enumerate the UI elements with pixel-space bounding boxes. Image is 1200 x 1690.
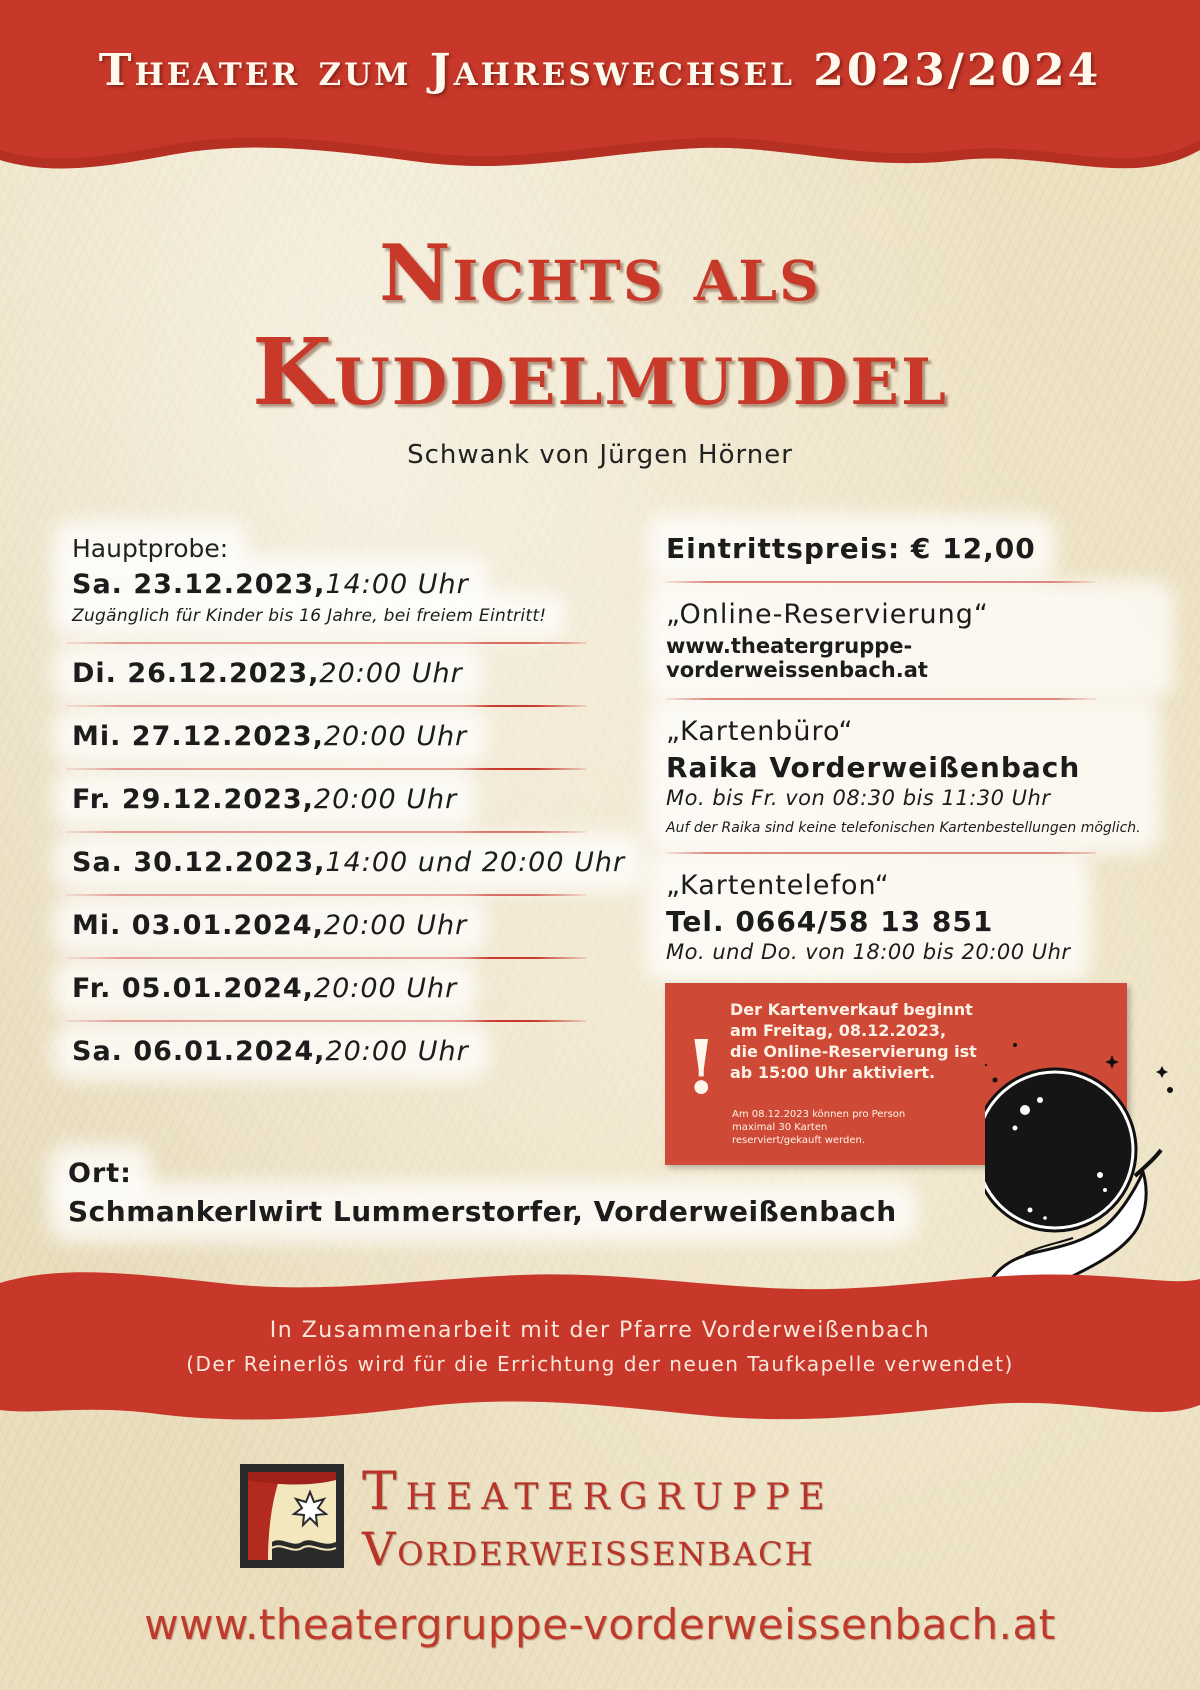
- date-line: [66, 973, 463, 1004]
- date-row: [60, 959, 595, 1004]
- notice-small-line: maximal 30 Karten: [732, 1122, 828, 1133]
- date-day: Fr. 05.01.2024,: [72, 973, 314, 1004]
- price-block: [660, 528, 1042, 569]
- date-time: 20:00 Uhr: [313, 973, 458, 1004]
- date-row: [60, 833, 626, 878]
- date-time: 20:00 Uhr: [323, 910, 468, 941]
- notice-small-line: reserviert/gekauft werden.: [732, 1135, 866, 1146]
- show-subtitle: Schwank von Jürgen Hörner: [407, 440, 793, 470]
- online-label: „Online-Reservierung“: [666, 599, 989, 630]
- date-day: Sa. 30.12.2023,: [72, 847, 326, 878]
- logo-line2: Vorderweissenbach: [362, 1522, 815, 1576]
- divider: [666, 852, 1096, 854]
- date-day: Di. 26.12.2023,: [72, 658, 320, 689]
- price: Eintrittspreis: € 12,00: [666, 532, 1036, 565]
- date-line: [66, 910, 473, 941]
- date-line: [66, 784, 463, 815]
- phone-block: [660, 866, 1077, 968]
- date-day: Mi. 03.01.2024,: [72, 910, 324, 941]
- footer-url[interactable]: www.theatergruppe-vorderweissenbach.at: [144, 1600, 1056, 1649]
- date-time: 20:00 Uhr: [325, 1036, 469, 1067]
- cooperation-line1: In Zusammenarbeit mit der Pfarre Vorderweißenbach: [269, 1318, 931, 1343]
- phone-number: Tel. 0664/58 13 851: [666, 905, 994, 938]
- date-row: [60, 896, 595, 941]
- date-row: [60, 644, 595, 689]
- date-row: [60, 707, 595, 752]
- ticket-info: [660, 528, 1160, 968]
- cooperation-banner: [0, 1265, 1200, 1425]
- crystal-ball-icon: [985, 1040, 1185, 1300]
- office-name: Raika Vorderweißenbach: [666, 751, 1081, 784]
- hauptprobe-note: Zugänglich für Kinder bis 16 Jahre, bei freiem Eintritt!: [66, 606, 552, 626]
- logo-line1: Theatergruppe: [362, 1462, 834, 1522]
- date-line: [66, 847, 631, 878]
- online-url: www.theatergruppe-vorderweissenbach.at: [666, 634, 928, 682]
- exclamation-icon: !: [685, 1025, 718, 1111]
- office-label: „Kartenbüro“: [666, 716, 854, 747]
- notice-line: Der Kartenverkauf beginnt: [730, 1000, 973, 1019]
- notice-small-line: Am 08.12.2023 können pro Person: [732, 1109, 906, 1120]
- date-line: [66, 658, 469, 689]
- hauptprobe-date: [66, 569, 475, 600]
- cooperation-line2: (Der Reinerlös wird für die Errichtung der neuen Taufkapelle verwendet): [186, 1352, 1014, 1376]
- online-block: [660, 595, 1160, 686]
- phone-hours: Mo. und Do. von 18:00 bis 20:00 Uhr: [666, 940, 1071, 964]
- divider: [666, 581, 1096, 583]
- date-day: Sa. 23.12.2023,: [72, 569, 326, 600]
- office-block: [660, 712, 1147, 840]
- office-hours: Mo. bis Fr. von 08:30 bis 11:30 Uhr: [666, 786, 1051, 810]
- location: [62, 1158, 942, 1228]
- date-time: 14:00 Uhr: [325, 569, 469, 600]
- hauptprobe-block: [60, 530, 595, 626]
- date-time: 14:00 und 20:00 Uhr: [325, 847, 626, 878]
- notice-line: die Online-Reservierung ist: [730, 1042, 977, 1061]
- notice-small-text: [732, 1108, 942, 1147]
- location-label: Ort:: [68, 1158, 132, 1189]
- phone-label: „Kartentelefon“: [666, 870, 890, 901]
- date-day: Sa. 06.01.2024,: [72, 1036, 326, 1067]
- theater-logo-icon: [238, 1462, 346, 1570]
- date-row: [60, 1022, 595, 1067]
- location-value: Schmankerlwirt Lummerstorfer, Vorderweißenbach: [68, 1195, 897, 1228]
- notice-line: ab 15:00 Uhr aktiviert.: [730, 1063, 936, 1082]
- date-line: [66, 1036, 475, 1067]
- date-time: 20:00 Uhr: [323, 721, 468, 752]
- office-note: Auf der Raika sind keine telefonischen Kartenbestellungen möglich.: [666, 820, 1141, 836]
- notice-line: am Freitag, 08.12.2023,: [730, 1021, 947, 1040]
- date-row: [60, 770, 595, 815]
- show-title-line2: Kuddelmuddel: [252, 318, 948, 426]
- hauptprobe-label: Hauptprobe:: [72, 534, 229, 563]
- header-title: Theater zum Jahreswechsel 2023/2024: [98, 45, 1102, 96]
- date-time: 20:00 Uhr: [313, 784, 458, 815]
- date-day: Mi. 27.12.2023,: [72, 721, 324, 752]
- performance-dates: [60, 644, 626, 1067]
- date-day: Fr. 29.12.2023,: [72, 784, 314, 815]
- date-line: [66, 721, 473, 752]
- divider: [666, 698, 1096, 700]
- schedule: [60, 530, 626, 1067]
- show-title-line1: Nichts als: [379, 228, 821, 319]
- date-time: 20:00 Uhr: [319, 658, 463, 689]
